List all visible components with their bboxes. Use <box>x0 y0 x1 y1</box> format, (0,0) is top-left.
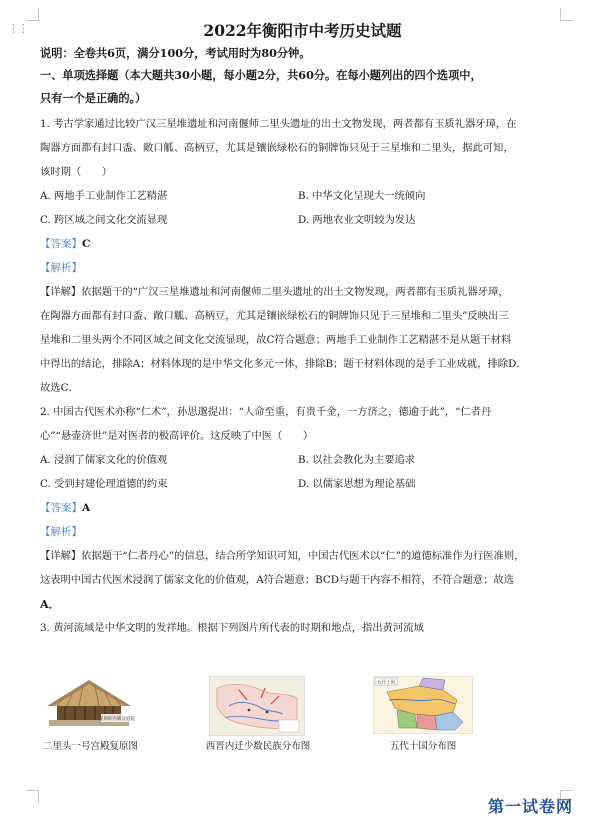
option-c: C. 跨区域之间文化交流显现 <box>40 214 168 226</box>
question-text: 陶器方面都有封口盉、敞口觚、高柄豆，尤其是镶嵌绿松石的铜牌饰只见于三星堆和二里头，据此可知， <box>40 142 514 154</box>
figure-caption: 五代十国分布图 <box>389 741 457 752</box>
option-d: D. 以儒家思想为理论基础 <box>298 478 416 490</box>
section-heading: 只有一个是正确的。） <box>40 91 147 105</box>
option-b: B. 中华文化呈现大一统倾向 <box>298 190 426 202</box>
detail-text: 在陶器方面都有封口盉、敞口觚、高柄豆，尤其是镶嵌绿松石的铜牌饰只见于三星堆和二里头”反映出三 <box>40 310 509 322</box>
question-text: 1. 考古学家通过比较广汉三星堆遗址和河南偃师二里头遗址的出土文物发现，两者都有玉质礼器牙璋，在 <box>40 118 517 130</box>
option-d: D. 两地农业文明较为发达 <box>298 214 416 226</box>
section-heading: 一、单项选择题（本大题共30小题，每小题2分，共60分。在每小题列出的四个选项中， <box>40 68 482 82</box>
drag-handle-icon[interactable]: ⋮⋮ <box>8 22 28 35</box>
watermark-logo: 第一试卷网 <box>488 797 574 816</box>
document-page <box>40 20 565 640</box>
detail-text: 【详解】依据题干“仁者丹心”的信息，结合所学知识可知，中国古代医术以“仁”的道德标准作为行医准则， <box>40 550 525 562</box>
option-row <box>40 208 565 232</box>
question-2 <box>40 400 565 616</box>
answer-tag: 【答案】 <box>40 238 82 250</box>
option-a: A. 两地手工业制作工艺精湛 <box>40 190 168 202</box>
question-text: 2. 中国古代医术亦称“仁术”，孙思邈提出：“人命至重，有贵千金，一方济之，德逾于此”，“仁者丹 <box>40 406 492 418</box>
answer-value: C <box>82 238 91 250</box>
option-row <box>40 184 565 208</box>
detail-text: 故选C． <box>40 382 79 394</box>
option-row <box>40 472 565 496</box>
page-corner-mark <box>26 790 39 803</box>
palace-reconstruction-image <box>43 676 135 732</box>
figure-caption: 二里头一号宫殿复原图 <box>43 741 139 752</box>
five-dynasties-map-image <box>373 676 473 734</box>
detail-text: 这表明中国古代医术浸润了儒家文化的价值观，A符合题意；BCD与题干内容不相符，不符合题意；故选 <box>40 574 515 586</box>
analysis-tag: 【解析】 <box>40 262 82 274</box>
question-text: 该时期（ ） <box>40 166 113 178</box>
option-a: A. 浸润了儒家文化的价值观 <box>40 454 168 466</box>
detail-text: A． <box>40 597 60 611</box>
option-c: C. 受到封建伦理道德的约束 <box>40 478 168 490</box>
answer-tag: 【答案】 <box>40 502 82 514</box>
question-1 <box>40 112 565 400</box>
figure-caption: 西晋内迁少数民族分布图 <box>205 741 311 752</box>
detail-text: 星堆和二里头两个不同区域之间文化交流显现，故C符合题意；两地手工业制作工艺精湛不是从题干材料 <box>40 334 512 346</box>
detail-text: 中得出的结论，排除A；材料体现的是中华文化多元一体，排除B；题干材料体现的是手工业成就，排除D． <box>40 358 527 370</box>
answer-value: A <box>82 502 91 514</box>
question-text: 3. 黄河流域是中华文明的发祥地。根据下列图片所代表的时期和地点，指出黄河流域 <box>40 622 424 634</box>
exam-notice: 说明：全卷共6页，满分100分，考试用时为80分钟。 <box>40 46 311 60</box>
answer-line <box>40 496 565 520</box>
palace-inner-label: 复原的宫殿及庭院 <box>99 717 135 722</box>
question-3 <box>40 616 565 640</box>
option-b: B. 以社会教化为主要追求 <box>298 454 416 466</box>
page-corner-mark <box>26 8 39 21</box>
detail-text: 【详解】依据题干的“广汉三星堆遗址和河南偃师二里头遗址的出土文物发现，两者都有玉质礼器牙璋， <box>40 286 509 298</box>
answer-line <box>40 232 565 256</box>
question-text: 心”“悬壶济世”是对医者的极高评价。这反映了中医（ ） <box>40 430 314 442</box>
page-title: 2022年衡阳市中考历史试题 <box>203 21 402 40</box>
western-jin-map-image <box>209 676 305 736</box>
map-inner-label: 五代十国 <box>377 680 395 686</box>
analysis-tag: 【解析】 <box>40 526 82 538</box>
figure-row <box>43 676 543 756</box>
option-row <box>40 448 565 472</box>
